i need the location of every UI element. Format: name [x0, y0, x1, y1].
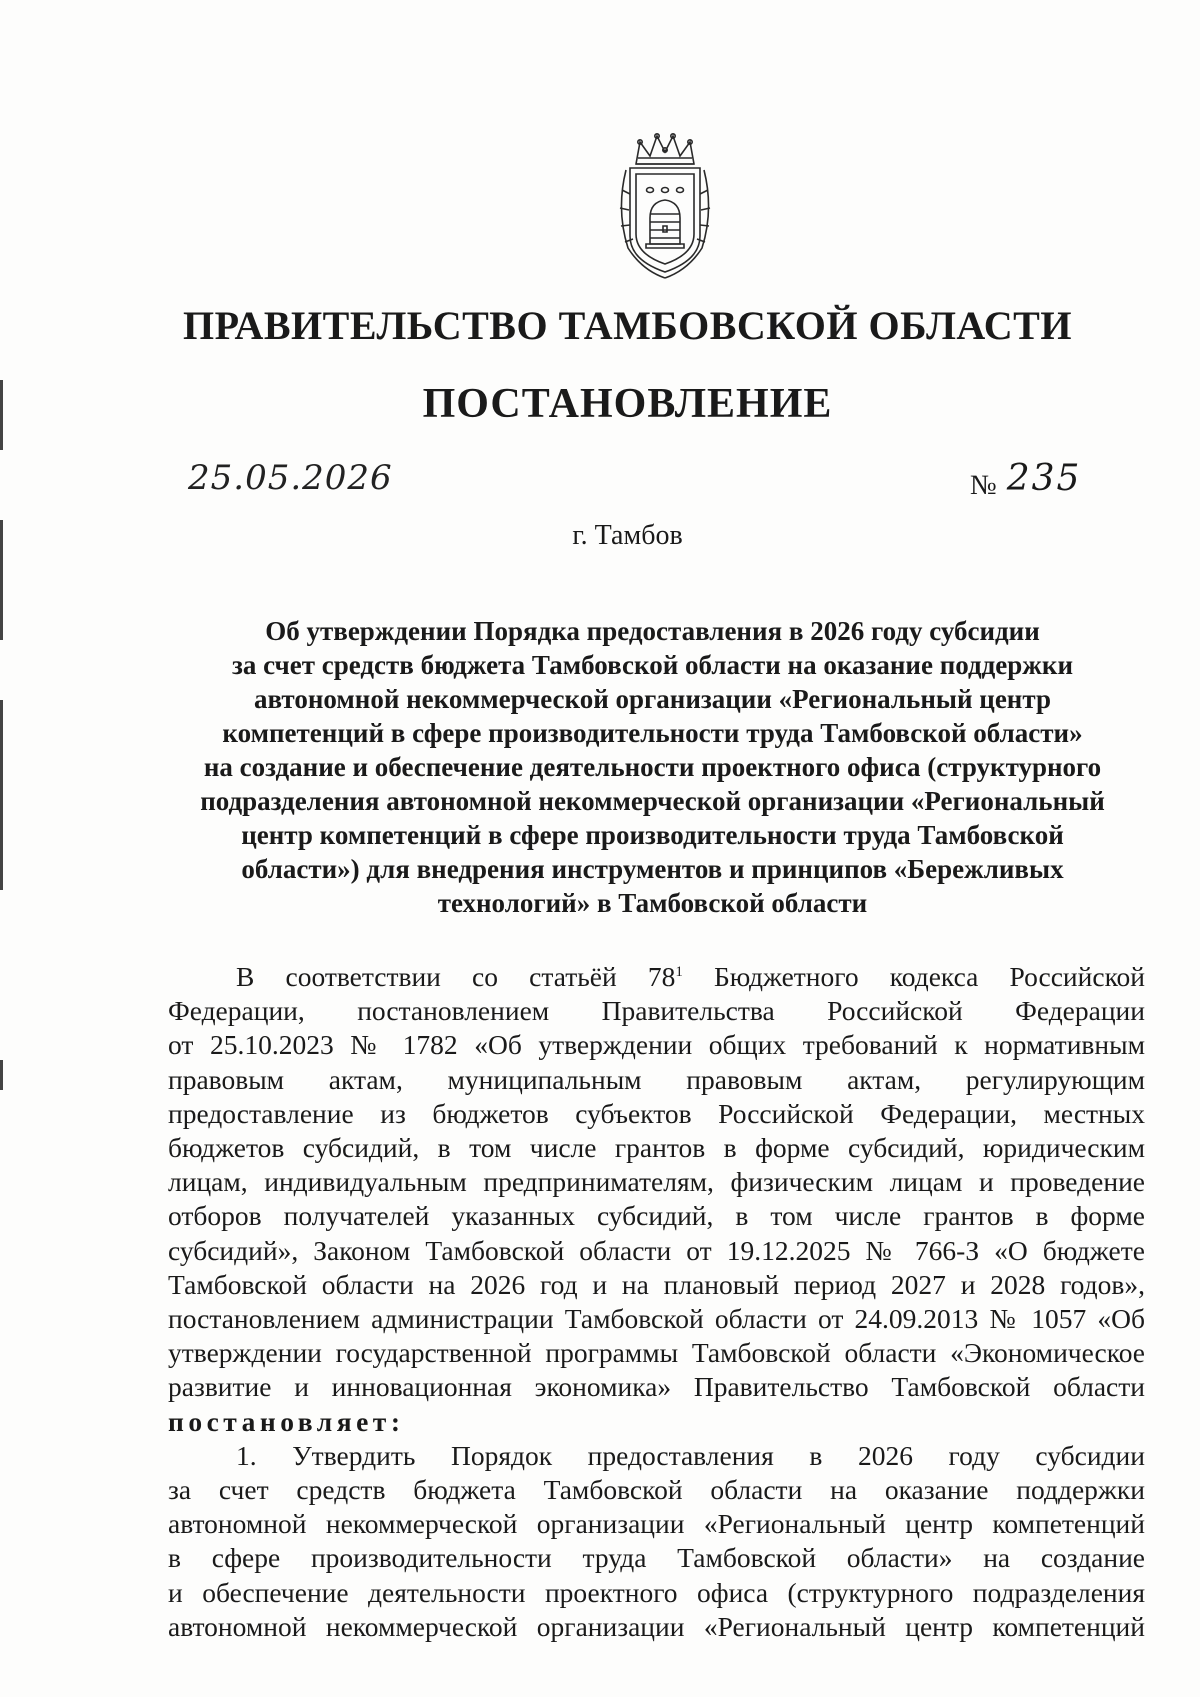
document-number [970, 458, 1082, 503]
document-subject [160, 614, 1145, 920]
resolves-keyword: постановляет: [168, 1405, 405, 1437]
body-line: предоставление из бюджетов субъектов Российской Федерации, местных [168, 1097, 1145, 1129]
document-type-heading: ПОСТАНОВЛЕНИЕ [422, 381, 833, 427]
number-sign: № [970, 470, 997, 501]
body-line: постановлением администрации Тамбовской области от 24.09.2013 № 1057 «Об [168, 1303, 1145, 1335]
subject-line: технологий» в Тамбовской области [437, 888, 868, 918]
scan-edge-mark [0, 700, 3, 890]
document-city: г. Тамбов [572, 520, 683, 551]
item-line: за счет средств бюджета Тамбовской области на оказание поддержки [168, 1474, 1145, 1506]
document-body [168, 960, 1145, 1644]
coat-of-arms-emblem [606, 130, 724, 280]
body-line: утверждении государственной программы Тамбовской области «Экономическое [168, 1337, 1145, 1369]
body-line: В соответствии со статьёй $78^1$ Бюджетного кодекса Российской [236, 961, 1145, 992]
subject-line: за счет средств бюджета Тамбовской области на оказание поддержки [232, 650, 1073, 680]
body-line: от 25.10.2023 № 1782 «Об утверждении общих требований к нормативным [168, 1029, 1145, 1061]
body-line: субсидий», Законом Тамбовской области от 19.12.2025 № 766-З «О бюджете [168, 1234, 1145, 1266]
subject-line: на создание и обеспечение деятельности проектного офиса (структурного [203, 752, 1102, 782]
body-line: Тамбовской области на 2026 год и на плановый период 2027 и 2028 годов», [168, 1268, 1145, 1300]
body-line: развитие и инновационная экономика» Правительство Тамбовской области [168, 1371, 1145, 1403]
subject-line: центр компетенций в сфере производительности труда Тамбовской [241, 820, 1064, 850]
item-line: автономной некоммерческой организации «Региональный центр компетенций [168, 1508, 1145, 1540]
document-date: 25.05.2026 [188, 458, 393, 498]
body-line: правовым актам, муниципальным правовым актам, регулирующим [168, 1063, 1145, 1095]
subject-line: компетенций в сфере производительности труда Тамбовской области» [222, 718, 1083, 748]
body-line: лицам, индивидуальным предпринимателям, физическим лицам и проведение [168, 1166, 1145, 1198]
organization-title: ПРАВИТЕЛЬСТВО ТАМБОВСКОЙ ОБЛАСТИ [183, 303, 1072, 348]
item-line: 1. Утвердить Порядок предоставления в 2026 году субсидии [236, 1439, 1145, 1471]
item-line: и обеспечение деятельности проектного офиса (структурного подразделения [168, 1576, 1145, 1608]
body-line: бюджетов субсидий, в том числе грантов в форме субсидий, юридическим [168, 1132, 1145, 1164]
subject-line: области») для внедрения инструментов и принципов «Бережливых [241, 854, 1064, 884]
subject-line: подразделения автономной некоммерческой организации «Региональный [200, 786, 1105, 816]
body-line: отборов получателей указанных субсидий, в том числе грантов в форме [168, 1200, 1145, 1232]
subject-line: автономной некоммерческой организации «Региональный центр [254, 684, 1051, 714]
item-line: автономной некоммерческой организации «Региональный центр компетенций [168, 1610, 1145, 1642]
body-line: Федерации, постановлением Правительства Российской Федерации [168, 995, 1145, 1027]
scan-edge-mark [0, 1060, 3, 1090]
subject-line: Об утверждении Порядка предоставления в 2026 году субсидии [265, 616, 1040, 646]
article-superscript: 1 [675, 963, 683, 980]
number-value: 235 [1006, 458, 1082, 499]
item-line: в сфере производительности труда Тамбовской области» на создание [168, 1542, 1145, 1574]
